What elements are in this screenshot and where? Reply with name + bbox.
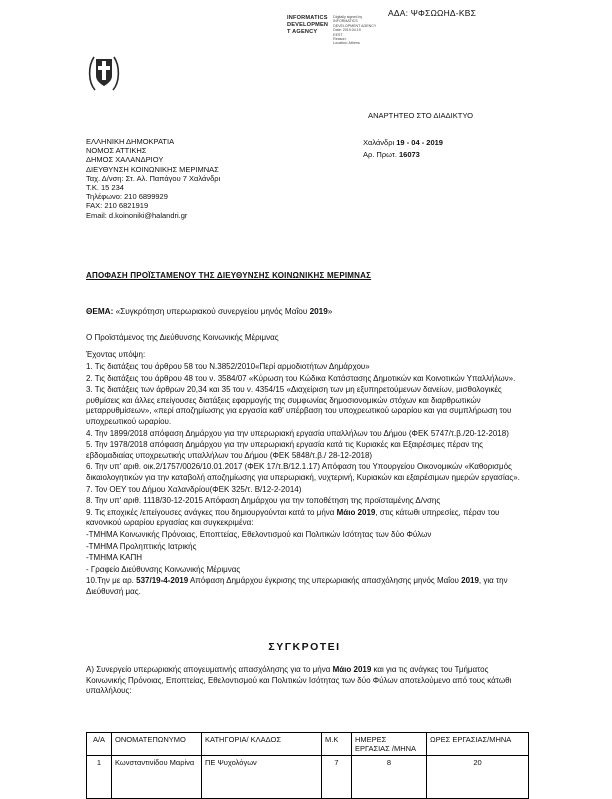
list-item-4: 4. Την 1899/2018 απόφαση Δημάρχου για την υπερωριακή εργασία υπαλλήλων του Δήμου (ΦΕΚ 5747/τ.β./20-12-2018) bbox=[86, 428, 509, 438]
decision-title: ΑΠΟΦΑΣΗ ΠΡΟΪΣΤΑΜΕΝΟΥ ΤΗΣ ΔΙΕΥΘΥΝΣΗΣ ΚΟΙΝΩΝΙΚΗΣ ΜΕΡΙΜΝΑΣ bbox=[86, 271, 372, 280]
list-item-5: 5. Την 1978/2018 απόφαση Δημάρχου για την υπερωριακή εργασία κατά τις Κυριακές και Εξαιρέσιμες πέραν της εβδομαδιαίας υποχρεωτικής υπαλλήλων του Δήμου (ΦΕΚ 5848/τ.β./ 28-12-2018) bbox=[86, 440, 484, 460]
legal-basis-list bbox=[86, 362, 523, 638]
cell-category: ΠΕ Ψυχολόγων bbox=[202, 756, 322, 799]
intro-line: Ο Προϊστάμενος της Διεύθυνσης Κοινωνικής Μέριμνας bbox=[86, 333, 279, 342]
subject-line: ΘΕΜΑ: «Συγκρότηση υπερωριακού συνεργείου μηνός Μαΐου 2019» bbox=[86, 307, 333, 316]
sender-line: Ταχ. Δ/νση: Στ. Αλ. Παπάγου 7 Χαλάνδρι bbox=[86, 173, 221, 183]
department-bullet: - Γραφείο Διεύθυνσης Κοινωνικής Μέριμνας bbox=[86, 564, 241, 574]
table-row bbox=[87, 756, 529, 799]
sender-line: ΕΛΛΗΝΙΚΗ ΔΗΜΟΚΡΑΤΙΑ bbox=[86, 137, 175, 146]
cell-name: Κωνσταντινίδου Μαρίνα bbox=[112, 756, 202, 799]
ada-code: ΑΔΑ: ΨΦΣΩΩΗΔ-ΚΒΣ bbox=[388, 8, 477, 18]
col-header-aa: Α/Α bbox=[87, 733, 112, 756]
list-item-6: 6. Την υπ' αριθ. οικ.2/1757/0026/10.01.2017 (ΦΕΚ 17/τ.Β/12.1.17) Απόφαση του Υπουργείου Οικονομικών «Καθορισμός δικαιολογητικών για την καταβολή αποζημίωσης για υπερωριακή, νυχτερινή, Κυριακών και εξαιρέσιμων ημερών εργασίας». bbox=[86, 462, 520, 482]
list-item-2: 2. Τις διατάξεις του άρθρου 48 του ν. 3584/07 «Κύρωση του Κώδικα Κατάστασης Δημοτικών και Κοινοτικών Υπαλλήλων». bbox=[86, 373, 516, 383]
list-item-7: 7. Τον ΟΕΥ του Δήμου Χαλανδρίου(ΦΕΚ 325/τ. Β/12-2-2014) bbox=[86, 484, 302, 494]
list-item-3: 3. Τις διατάξεις των άρθρων 20,34 και 35 του ν. 4354/15 «Διαχείριση των μη εξυπηρετούμενων δανείων, μισθολογικές ρυθμίσεις και άλλες επείγουσες διατάξεις εφαρμογής της συμφωνίας δημοσιονομικών στόχων και διαρθρωτικών μεταρρυθμίσεων», «περί αποζημίωσης για εργασία καθ' υπέρβαση του υποχρεωτικού ωραρίου και για συμπλήρωση του υποχρεωτικού ωραρίου. bbox=[86, 385, 512, 426]
digital-signature-block bbox=[287, 15, 395, 46]
sender-line: Email: d.koinoniki@halandri.gr bbox=[86, 210, 188, 220]
sender-line: ΔΙΕΥΘΥΝΣΗ ΚΟΙΝΩΝΙΚΗΣ ΜΕΡΙΜΝΑΣ bbox=[86, 164, 219, 174]
cell-days: 8 bbox=[352, 756, 427, 799]
list-item-8: 8. Την υπ' αριθ. 1118/30-12-2015 Απόφαση Δημάρχου για την τοποθέτηση της προϊσταμένης Δ/νσης bbox=[86, 496, 441, 506]
table-header-row bbox=[87, 733, 529, 756]
list-item-9: 9. Τις εποχικές /επείγουσες ανάγκες που δημιουργούνται κατά το μήνα Μάιο 2019, στις κάτωθι υπηρεσίες, πέραν του κανονικού ωραρίου εργασίας και συγκεκριμένα: bbox=[86, 507, 500, 528]
col-header-hours: ΩΡΕΣ ΕΡΓΑΣΙΑΣ/ΜΗΝΑ bbox=[427, 733, 529, 756]
sender-line: ΝΟΜΟΣ ΑΤΤΙΚΗΣ bbox=[86, 146, 147, 156]
staff-table-wrapper bbox=[86, 732, 528, 799]
greek-emblem-icon bbox=[87, 54, 121, 94]
document-date: 19 - 04 - 2019 bbox=[396, 138, 443, 147]
signature-agency-name: INFORMATICS DEVELOPMEN T AGENCY bbox=[287, 15, 329, 35]
sender-line: FAX: 210 6821919 bbox=[86, 201, 149, 211]
subject-label: ΘΕΜΑ: bbox=[86, 307, 116, 316]
cell-hours: 20 bbox=[427, 756, 529, 799]
list-item-1: 1. Τις διατάξεις του άρθρου 58 του Ν.3852/2010«Περί αρμοδιοτήτων Δημάρχου» bbox=[86, 362, 370, 371]
establishes-heading: ΣΥΓΚΡΟΤΕΙ bbox=[268, 641, 341, 653]
sender-line: Τ.Κ. 15 234 bbox=[86, 183, 124, 193]
anartiteo-label: ΑΝΑΡΤΗΤΕΟ ΣΤΟ ΔΙΑΔΙΚΤΥΟ bbox=[368, 111, 473, 120]
staff-table bbox=[86, 732, 529, 799]
signature-details: Digitally signed by INFORMATICS DEVELOPMENT AGENCY Date: 2019.04.19 EEST Reason: Location: Athens bbox=[333, 15, 377, 46]
sender-line: Τηλέφωνο: 210 6899929 bbox=[86, 192, 168, 202]
department-bullet: -ΤΜΗΜΑ Προληπτικής Ιατρικής bbox=[86, 541, 197, 551]
paragraph-a: Α) Συνεργείο υπερωριακής απογευματινής απασχόλησης για το μήνα Μάιο 2019 και για τις ανάγκες του Τμήματος Κοινωνικής Πρόνοιας, Εποπτείας, Εθελοντισμού και Πολιτικών Ισότητας των δύο Φύλων αποτελούμενο από τους κάτωθι υπαλλήλους: bbox=[86, 665, 512, 696]
cell-aa: 1 bbox=[87, 756, 112, 799]
department-bullet: -ΤΜΗΜΑ Κοινωνικής Πρόνοιας, Εποπτείας, Εθελοντισμού και Πολιτικών Ισότητας των δύο Φύλων bbox=[86, 529, 432, 539]
place-date-line: Χαλάνδρι 19 - 04 - 2019 bbox=[363, 138, 443, 147]
cell-mk: 7 bbox=[322, 756, 352, 799]
col-header-mk: Μ.Κ bbox=[322, 733, 352, 756]
protocol-line: Αρ. Πρωτ. 16073 bbox=[363, 150, 420, 159]
col-header-days: ΗΜΕΡΕΣ ΕΡΓΑΣΙΑΣ /ΜΗΝΑ bbox=[352, 733, 427, 756]
department-bullet: -ΤΜΗΜΑ ΚΑΠΗ bbox=[86, 553, 142, 563]
sender-line: ΔΗΜΟΣ ΧΑΛΑΝΔΡΙΟΥ bbox=[86, 155, 164, 165]
col-header-name: ΟΝΟΜΑΤΕΠΩΝΥΜΟ bbox=[112, 733, 202, 756]
having-regard-label: Έχοντας υπόψη: bbox=[86, 350, 146, 359]
sender-block bbox=[86, 137, 220, 220]
list-item-10: 10.Την με αρ. 537/19-4-2019 Απόφαση Δημάρχου έγκρισης της υπερωριακής απασχόλησης μηνός Μαΐου 2019, για την Διεύθυνσή μας. bbox=[86, 576, 508, 596]
protocol-number: 16073 bbox=[399, 150, 420, 159]
date-protocol-block bbox=[363, 137, 443, 161]
col-header-category: ΚΑΤΗΓΟΡΙΑ/ ΚΛΑΔΟΣ bbox=[202, 733, 322, 756]
